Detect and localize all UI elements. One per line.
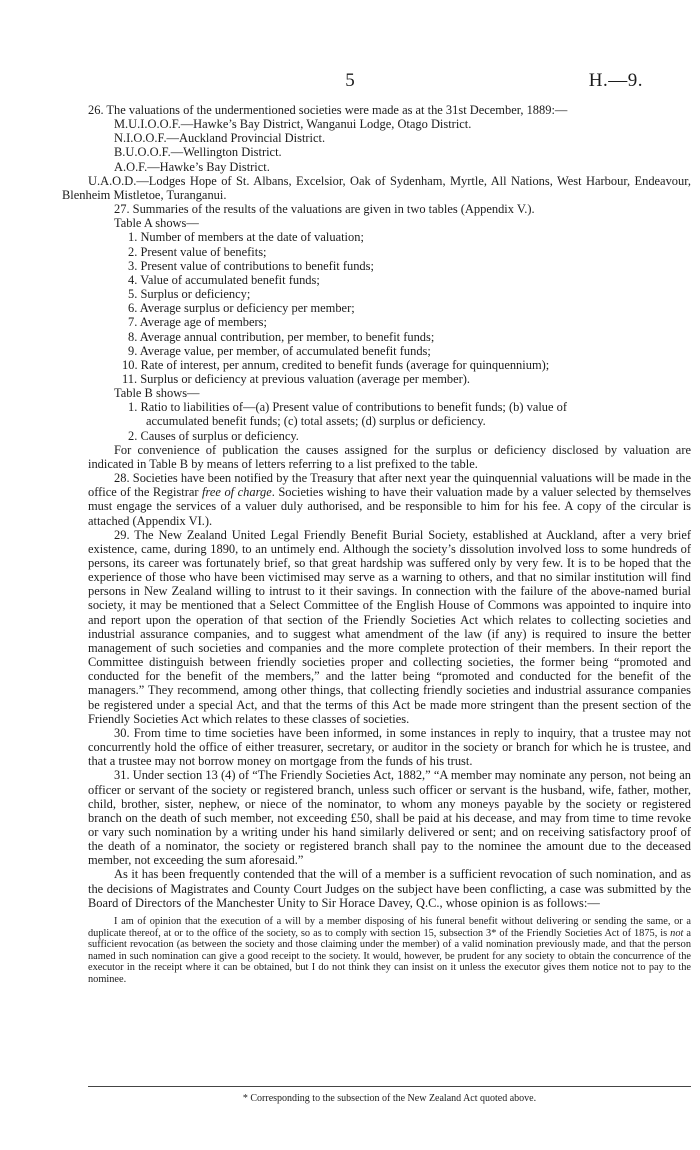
document-reference: H.—9. bbox=[588, 70, 643, 91]
footnote-divider bbox=[88, 1086, 691, 1087]
table-a-label: Table A shows— bbox=[114, 216, 199, 231]
table-b-label: Table B shows— bbox=[114, 386, 200, 401]
table-a-item: 8. Average annual contribution, per member, to benefit funds; bbox=[128, 329, 435, 344]
para-26-intro: 26. The valuations of the undermentioned societies were made as at the 31st December, 1889:— bbox=[88, 103, 568, 117]
para-31: 31. Under section 13 (4) of “The Friendly Societies Act, 1882,” “A member may nominate any person, not being an officer or servant of the society or registered branch, unless such officer or servant is the husband, wife, father, mother, child, brother, sister, nephew, or niece of the nominator, to whom any moneys payable by the society or registered branch on the death of such member, not exceeding £50, shall be paid at his decease, and may from time to time revoke or vary such nomination by a writing under his hand similarly delivered or sent; and on receiving satisfactory proof of the death of a nominator, the society or registered branch shall pay to the nominee the amount due to the deceased member, not exceeding the sum aforesaid.” bbox=[88, 768, 691, 868]
opinion-italic: not bbox=[670, 927, 684, 939]
page-number: 5 bbox=[345, 70, 355, 91]
para-28-text: . Societies wishing to have their valuation made by a valuer selected by themselves must engage the services of a valuer duly authorised, and be responsible to him for his fee. A copy of the circular is attached (Appendix VI.). bbox=[88, 485, 691, 528]
table-b-item-continued: accumulated benefit funds; (c) total assets; (d) surplus or deficiency. bbox=[146, 414, 486, 429]
society-line: N.I.O.O.F.—Auckland Provincial District. bbox=[114, 131, 326, 146]
table-a-item: 6. Average surplus or deficiency per member; bbox=[128, 301, 355, 316]
convenience-note: For convenience of publication the causes assigned for the surplus or deficiency disclosed by valuation are indicated in Table B by means of letters referring to a list prefixed to the table. bbox=[88, 442, 691, 471]
opinion-text: a sufficient revocation (as between the society and those claiming under the member) of a valid nomination previously made, and that the person named in such nomination can give a good receipt to the society. It would, however, be prudent for any society to obtain the concurrence of the executor in the receipt where it can be obtained, but I do not think they can insist on it unless the executor gives them notice not to pay to the nominee. bbox=[88, 927, 691, 985]
para-28-text: 28. Societies have been notified by the Treasury that after next year the quinquennial valuations will be made in the office of the Registrar bbox=[88, 471, 691, 500]
footnote: * Corresponding to the subsection of the New Zealand Act quoted above. bbox=[242, 1093, 537, 1104]
para-27-intro: 27. Summaries of the results of the valuations are given in two tables (Appendix V.). bbox=[114, 202, 535, 217]
table-a-item: 7. Average age of members; bbox=[128, 315, 267, 330]
opinion-text: I am of opinion that the execution of a will by a member disposing of his funeral benefit without delivering or sending the same, or a duplicate thereof, at or to the office of the society, so as to comply with section 15, subsection 3* of the Friendly Societies Act of 1875, is bbox=[88, 915, 691, 939]
table-a-item: 2. Present value of benefits; bbox=[128, 244, 267, 259]
table-a-item: 11. Surplus or deficiency at previous valuation (average per member). bbox=[122, 371, 471, 386]
table-a-item: 9. Average value, per member, of accumulated benefit funds; bbox=[128, 343, 431, 358]
body-text bbox=[62, 103, 691, 985]
society-line: U.A.O.D.—Lodges Hope of St. Albans, Excelsior, Oak of Sydenham, Myrtle, All Nations, West Harbour, Endeavour, Blenheim Mistletoe, Turanganui. bbox=[62, 173, 691, 202]
para-30: 30. From time to time societies have been informed, in some instances in reply to inquiry, that a trustee may not concurrently hold the office of either treasurer, secretary, or auditor in the society or branch for which he is trustee, and that a trustee may not borrow money on mortgage from the funds of his trust. bbox=[88, 725, 691, 769]
table-b-item: 1. Ratio to liabilities of—(a) Present value of contributions to benefit funds; (b) value of bbox=[128, 400, 568, 415]
para-28-italic: free of charge bbox=[202, 485, 272, 500]
table-a-item: 5. Surplus or deficiency; bbox=[128, 287, 251, 302]
legal-opinion bbox=[88, 916, 691, 986]
table-a-item: 3. Present value of contributions to benefit funds; bbox=[128, 258, 374, 273]
table-a-item: 4. Value of accumulated benefit funds; bbox=[128, 272, 320, 287]
para-28 bbox=[88, 471, 691, 528]
table-a-item: 1. Number of members at the date of valuation; bbox=[128, 230, 364, 245]
table-a-item: 10. Rate of interest, per annum, credited to benefit funds (average for quinquennium); bbox=[122, 357, 550, 372]
table-b-item: 2. Causes of surplus or deficiency. bbox=[128, 428, 299, 443]
para-29: 29. The New Zealand United Legal Friendly Benefit Burial Society, established at Auckland, after a very brief existence, came, during 1890, to an untimely end. Although the society’s dissolution involved loss to some hundreds of persons, its career was fortunately brief, so that great hardship was suffered only by very few. It is to be hoped that the experience of those who have been victimised may serve as a warning to others, and that no similar institution will find persons in New Zealand willing to intrust to it their savings. In connection with the failure of the above-named burial society, it may be mentioned that a Select Committee of the English House of Commons was appointed to inquire into and report upon the operation of that section of the Friendly Societies Act which relates to collecting societies and industrial assurance companies, and to suggest what amendment of the law (if any) is required to insure the better management of such societies and companies and the more complete protection of their members. In their report the Committee distinguish between friendly societies proper and collecting societies, the former being “promoted and conducted for the benefit of the members,” and the latter being “promoted and conducted for the benefit of the managers.” They recommend, among other things, that collecting friendly societies and industrial assurance companies be registered under a special Act, and that the terms of this Act be made more stringent than the present section of the Friendly Societies Act which relates to these classes of societies. bbox=[88, 527, 691, 726]
legal-opinion-text bbox=[88, 916, 691, 986]
society-line: B.U.O.O.F.—Wellington District. bbox=[114, 145, 282, 160]
para-will-revocation: As it has been frequently contended that the will of a member is a sufficient revocation of such nomination, and as the decisions of Magistrates and County Court Judges on the subject have been conflicting, a case was submitted by the Board of Directors of the Manchester Unity to Sir Horace Davey, Q.C., whose opinion is as follows:— bbox=[88, 867, 691, 910]
society-line: M.U.I.O.O.F.—Hawke’s Bay District, Wanganui Lodge, Otago District. bbox=[114, 117, 472, 132]
society-line: A.O.F.—Hawke’s Bay District. bbox=[114, 159, 270, 174]
